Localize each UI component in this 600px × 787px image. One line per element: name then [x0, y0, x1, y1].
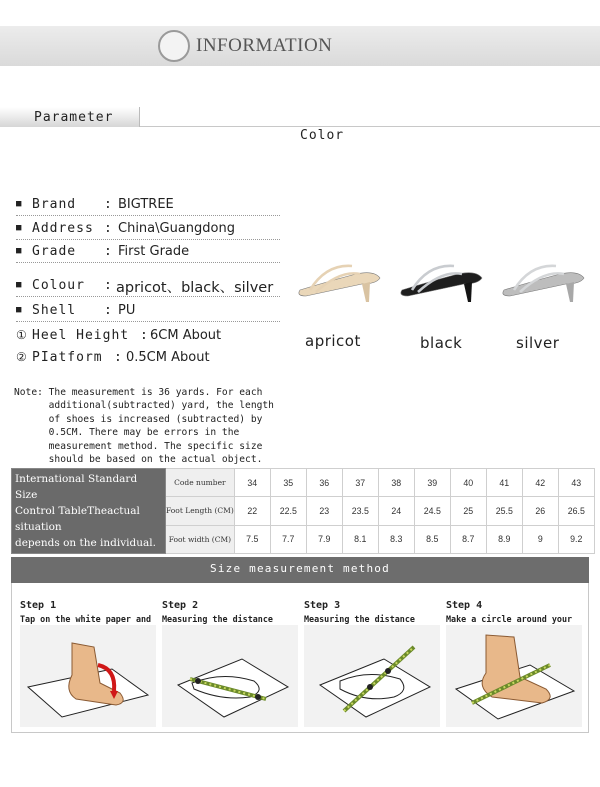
size-cell: 39	[414, 469, 450, 497]
spec-value: PU	[118, 303, 136, 318]
size-cell: 8.5	[414, 525, 450, 553]
spec-bullet: ■	[16, 280, 23, 290]
spec-value: First Grade	[118, 244, 190, 259]
foot-circumference-icon	[446, 625, 582, 727]
spec-divider	[16, 262, 280, 263]
size-cell: 34	[234, 469, 270, 497]
size-cell: 22.5	[270, 497, 306, 525]
step-name: Step 3	[304, 600, 341, 611]
parameter-label: Parameter	[34, 110, 114, 125]
step-1-illustration	[20, 625, 156, 727]
spec-separator: :	[114, 350, 123, 365]
step-description: Make a circle around your	[446, 614, 573, 624]
color-label-black: black	[420, 334, 463, 352]
size-table-lead: International Standard Size Control TableTheactual situation depends on the individual.	[12, 469, 166, 554]
step-2-illustration	[162, 625, 298, 727]
color-heading: Color	[300, 128, 345, 143]
spec-divider	[16, 215, 280, 216]
size-cell: 8.1	[342, 525, 378, 553]
size-cell: 25.5	[486, 497, 522, 525]
spec-value: 6CM About	[150, 328, 222, 343]
size-cell: 24.5	[414, 497, 450, 525]
spec-key: Grade	[32, 244, 77, 259]
size-cell: 23.5	[342, 497, 378, 525]
spec-bullet: ■	[16, 305, 23, 315]
size-cell: 26.5	[558, 497, 594, 525]
foot-width-ruler-icon	[304, 625, 440, 727]
size-cell: 26	[522, 497, 558, 525]
size-cell: 40	[450, 469, 486, 497]
spec-value: apricot、black、silver	[116, 280, 274, 296]
size-cell: 24	[378, 497, 414, 525]
spec-bullet: ■	[16, 199, 23, 209]
spec-divider	[16, 321, 280, 322]
size-cell: 35	[270, 469, 306, 497]
spec-bullet: ①	[16, 328, 28, 342]
spec-divider	[16, 239, 280, 240]
spec-bullet: ■	[16, 223, 23, 233]
spec-separator: :	[104, 197, 113, 212]
size-cell: 25	[450, 497, 486, 525]
size-cell: 8.3	[378, 525, 414, 553]
measurement-note: Note: The measurement is 36 yards. For each additional(subtracted) yard, the length of shoes is increased (subtracted) by 0.5CM. There may be errors in the measurement method. The specific size should be based on the actual object.	[14, 387, 274, 466]
row-header-code: Code number	[166, 469, 235, 497]
size-cell: 22	[234, 497, 270, 525]
step-description: Measuring the distance	[162, 614, 273, 624]
step-description: Measuring the distance	[304, 614, 415, 624]
spec-separator: :	[104, 244, 113, 259]
sandal-apricot	[299, 266, 380, 302]
spec-separator: :	[104, 278, 113, 293]
size-cell: 8.7	[450, 525, 486, 553]
row-header-foot-width: Foot width (CM)	[166, 525, 235, 553]
size-cell: 7.9	[306, 525, 342, 553]
step-description: Tap on the white paper and	[20, 614, 152, 624]
color-label-apricot: apricot	[305, 332, 361, 350]
size-cell: 7.5	[234, 525, 270, 553]
step-name: Step 1	[20, 600, 57, 611]
size-cell: 43	[558, 469, 594, 497]
spec-key: Colour	[32, 278, 85, 293]
size-cell: 9.2	[558, 525, 594, 553]
step-name: Step 2	[162, 600, 199, 611]
size-cell: 37	[342, 469, 378, 497]
method-title: Size measurement method	[210, 562, 390, 575]
page-title: INFORMATION	[196, 35, 333, 56]
size-cell: 38	[378, 469, 414, 497]
color-label-silver: silver	[516, 334, 560, 352]
spec-separator: :	[104, 221, 113, 236]
foot-length-ruler-icon	[162, 625, 298, 727]
spec-value: China\Guangdong	[118, 221, 235, 236]
size-cell: 9	[522, 525, 558, 553]
step-name: Step 4	[446, 600, 483, 611]
sandal-images	[286, 252, 596, 312]
spec-value: 0.5CM About	[126, 350, 210, 365]
size-table	[11, 468, 595, 554]
spec-divider	[16, 296, 280, 297]
spec-bullet: ■	[16, 246, 23, 256]
spec-key: Address	[32, 221, 94, 236]
size-cell: 41	[486, 469, 522, 497]
banner-circle-icon	[158, 30, 190, 62]
size-cell: 8.9	[486, 525, 522, 553]
sandal-black	[401, 266, 482, 302]
spec-key: PIatform	[32, 350, 103, 365]
spec-key: Heel Height	[32, 328, 130, 343]
step-3-illustration	[304, 625, 440, 727]
spec-key: Shell	[32, 303, 77, 318]
spec-separator: :	[140, 328, 149, 343]
size-cell: 23	[306, 497, 342, 525]
foot-outline-icon	[20, 625, 156, 727]
row-header-foot-length: Foot Length (CM)	[166, 497, 235, 525]
spec-value: BIGTREE	[118, 197, 174, 212]
spec-separator: :	[104, 303, 113, 318]
sandal-silver	[503, 266, 584, 302]
spec-bullet: ②	[16, 350, 28, 364]
size-cell: 7.7	[270, 525, 306, 553]
size-cell: 36	[306, 469, 342, 497]
spec-key: Brand	[32, 197, 77, 212]
step-4-illustration	[446, 625, 582, 727]
size-cell: 42	[522, 469, 558, 497]
